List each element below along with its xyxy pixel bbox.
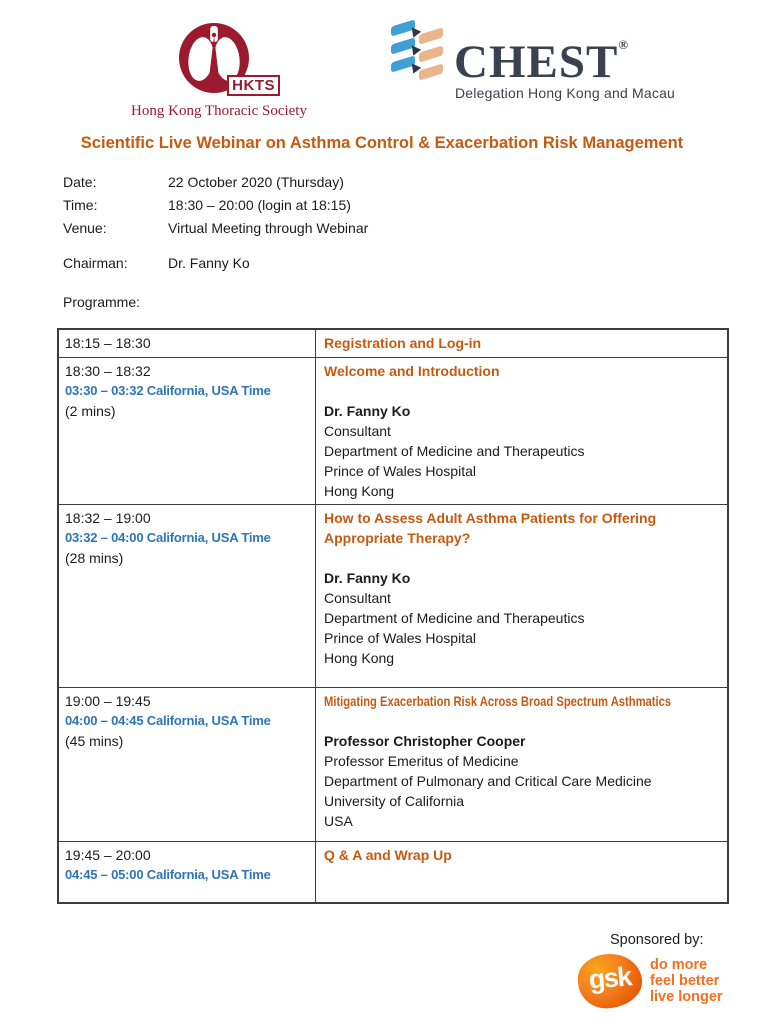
session-duration: (45 mins) <box>65 733 124 749</box>
session-duration: (28 mins) <box>65 550 124 566</box>
session-time-us: 04:45 – 05:00 California, USA Time <box>65 867 271 882</box>
page-title: Scientific Live Webinar on Asthma Control & Exacerbation Risk Management <box>80 134 684 152</box>
session-title: Mitigating Exacerbation Risk Across Broad Spectrum Asthmatics <box>324 693 672 709</box>
session-time-us: 03:30 – 03:32 California, USA Time <box>65 383 271 398</box>
session-title: Welcome and Introduction <box>324 363 500 379</box>
event-details <box>63 171 764 275</box>
session-content-cell <box>316 505 727 687</box>
date-label: Date: <box>63 174 97 190</box>
session-duration: (2 mins) <box>65 403 116 419</box>
session-time-cell <box>59 505 316 687</box>
detail-time <box>63 194 764 217</box>
date-value: 22 October 2020 (Thursday) <box>168 174 344 190</box>
venue-value: Virtual Meeting through Webinar <box>168 220 369 236</box>
session-time-us: 04:00 – 04:45 California, USA Time <box>65 713 271 728</box>
sponsor-section <box>578 932 756 1008</box>
hkts-society-name: Hong Kong Thoracic Society <box>131 103 307 119</box>
chairman-value: Dr. Fanny Ko <box>168 255 250 271</box>
speaker-location: USA <box>324 813 353 829</box>
session-time-cell <box>59 842 316 902</box>
programme-heading: Programme: <box>63 294 141 310</box>
session-time-local: 18:30 – 18:32 <box>65 363 151 379</box>
venue-label: Venue: <box>63 220 107 236</box>
session-time-local: 19:45 – 20:00 <box>65 847 151 863</box>
hkts-logo <box>133 20 305 120</box>
programme-row-qa <box>59 841 727 902</box>
speaker-department: Department of Medicine and Therapeutics <box>324 610 585 626</box>
time-label: Time: <box>63 197 98 213</box>
registered-mark: ® <box>618 37 629 52</box>
speaker-institution: University of California <box>324 793 465 809</box>
programme-row-assess <box>59 504 727 687</box>
detail-chairman <box>63 252 764 275</box>
chest-chevrons-icon <box>391 20 445 80</box>
session-title: Registration and Log-in <box>324 335 482 351</box>
session-content-cell <box>316 688 727 841</box>
session-time-cell <box>59 358 316 504</box>
session-time-local: 18:32 – 19:00 <box>65 510 151 526</box>
gsk-wordmark: gsk <box>587 961 632 995</box>
speaker-role: Consultant <box>324 423 391 439</box>
chairman-label: Chairman: <box>63 255 128 271</box>
header-logos <box>0 0 764 120</box>
gsk-tagline: do more feel better live longer <box>650 957 723 1005</box>
speaker-department: Department of Medicine and Therapeutics <box>324 443 585 459</box>
session-title: Q & A and Wrap Up <box>324 847 452 863</box>
speaker-institution: Prince of Wales Hospital <box>324 463 476 479</box>
session-content-cell <box>316 358 727 504</box>
session-time-us: 03:32 – 04:00 California, USA Time <box>65 530 271 545</box>
session-time-cell <box>59 688 316 841</box>
programme-row-welcome <box>59 357 727 504</box>
chest-delegation-subtitle: Delegation Hong Kong and Macau <box>455 85 676 101</box>
speaker-name: Dr. Fanny Ko <box>324 570 411 586</box>
time-value: 18:30 – 20:00 (login at 18:15) <box>168 197 351 213</box>
speaker-location: Hong Kong <box>324 650 395 666</box>
session-time-local: 19:00 – 19:45 <box>65 693 151 709</box>
speaker-location: Hong Kong <box>324 483 395 499</box>
speaker-institution: Prince of Wales Hospital <box>324 630 476 646</box>
speaker-name: Professor Christopher Cooper <box>324 733 526 749</box>
hkts-lungs-icon <box>166 20 275 100</box>
speaker-role: Professor Emeritus of Medicine <box>324 753 519 769</box>
speaker-department: Department of Pulmonary and Critical Care Medicine <box>324 773 652 789</box>
session-time-local: 18:15 – 18:30 <box>65 335 151 351</box>
gsk-blob-icon <box>576 951 644 1010</box>
speaker-name: Dr. Fanny Ko <box>324 403 411 419</box>
session-content-cell <box>316 842 727 902</box>
chest-logo <box>391 20 675 101</box>
gsk-logo <box>578 954 756 1008</box>
speaker-role: Consultant <box>324 590 391 606</box>
detail-venue <box>63 217 764 240</box>
sponsored-by-label: Sponsored by: <box>610 932 704 948</box>
programme-row-mitigating <box>59 687 727 841</box>
programme-table <box>57 328 729 904</box>
chest-wordmark: CHEST® <box>454 36 629 88</box>
session-content-cell <box>316 330 727 357</box>
programme-row-registration <box>59 330 727 357</box>
hkts-abbr-label: HKTS <box>227 75 280 96</box>
detail-date <box>63 171 764 194</box>
session-title: How to Assess Adult Asthma Patients for Offering Appropriate Therapy? <box>324 510 657 546</box>
session-time-cell <box>59 330 316 357</box>
